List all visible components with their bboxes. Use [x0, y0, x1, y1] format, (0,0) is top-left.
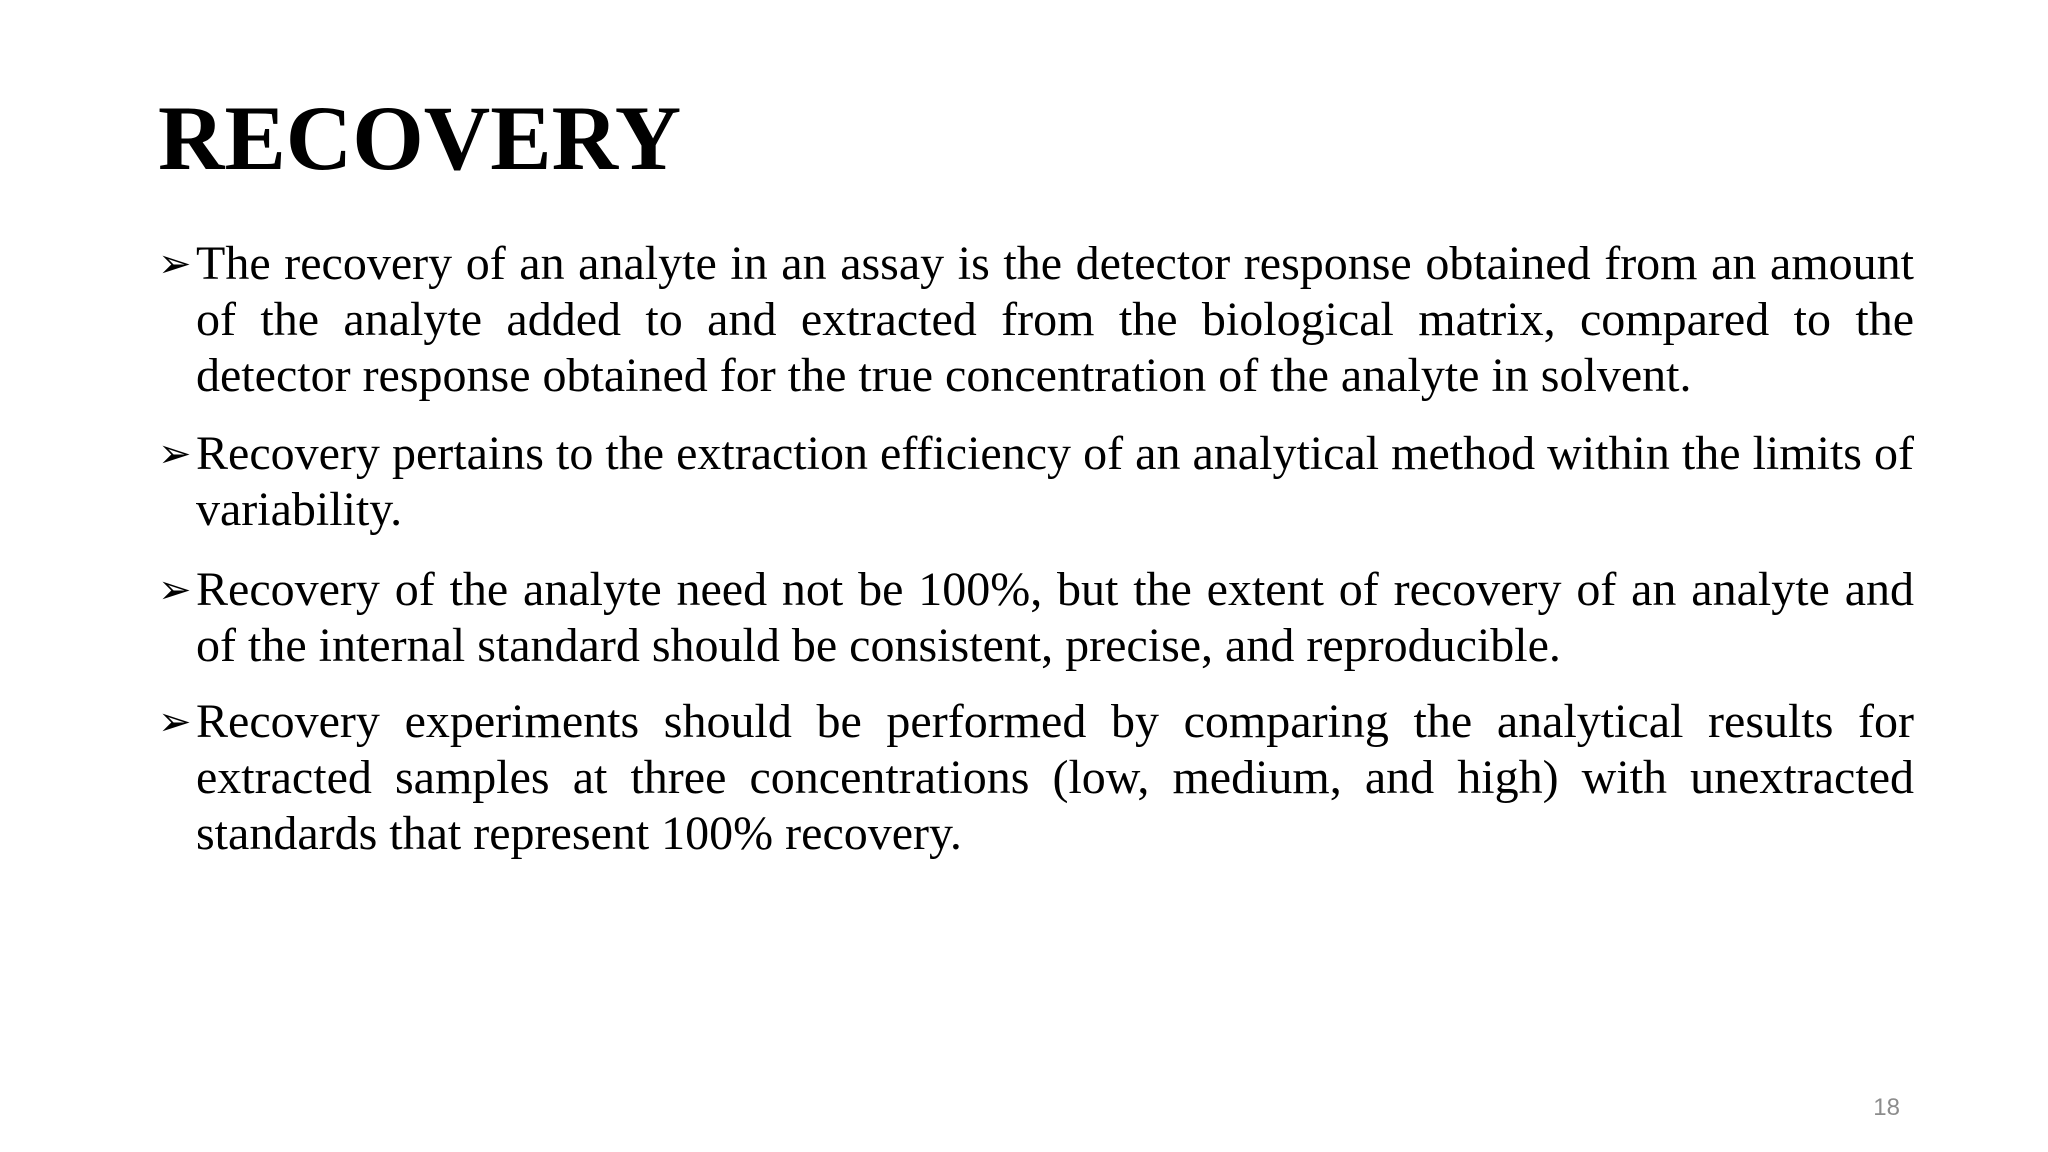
bullet-list	[158, 236, 1914, 862]
bullet-item	[158, 426, 1914, 538]
arrow-bullet-icon: ➢	[158, 699, 192, 745]
bullet-text: Recovery experiments should be performed by comparing the analytical results for extracted samples at three concentrations (low, medium, and high) with unextracted standards that represent 100% recovery.	[196, 695, 1914, 860]
arrow-bullet-icon: ➢	[158, 241, 192, 287]
bullet-item	[158, 236, 1914, 404]
slide-title: RECOVERY	[158, 87, 682, 189]
bullet-item	[158, 562, 1914, 674]
arrow-bullet-icon: ➢	[158, 431, 192, 477]
arrow-bullet-icon: ➢	[158, 567, 192, 613]
bullet-text: The recovery of an analyte in an assay is the detector response obtained from an amount of the analyte added to and extracted from the biological matrix, compared to the detector response obtained for the true concentration of the analyte in solvent.	[196, 237, 1914, 402]
bullet-text: Recovery of the analyte need not be 100%, but the extent of recovery of an analyte and of the internal standard should be consistent, precise, and reproducible.	[196, 563, 1914, 672]
bullet-item	[158, 694, 1914, 862]
bullet-text: Recovery pertains to the extraction efficiency of an analytical method within the limits of variability.	[196, 427, 1914, 536]
page-number: 18	[1873, 1094, 1900, 1121]
